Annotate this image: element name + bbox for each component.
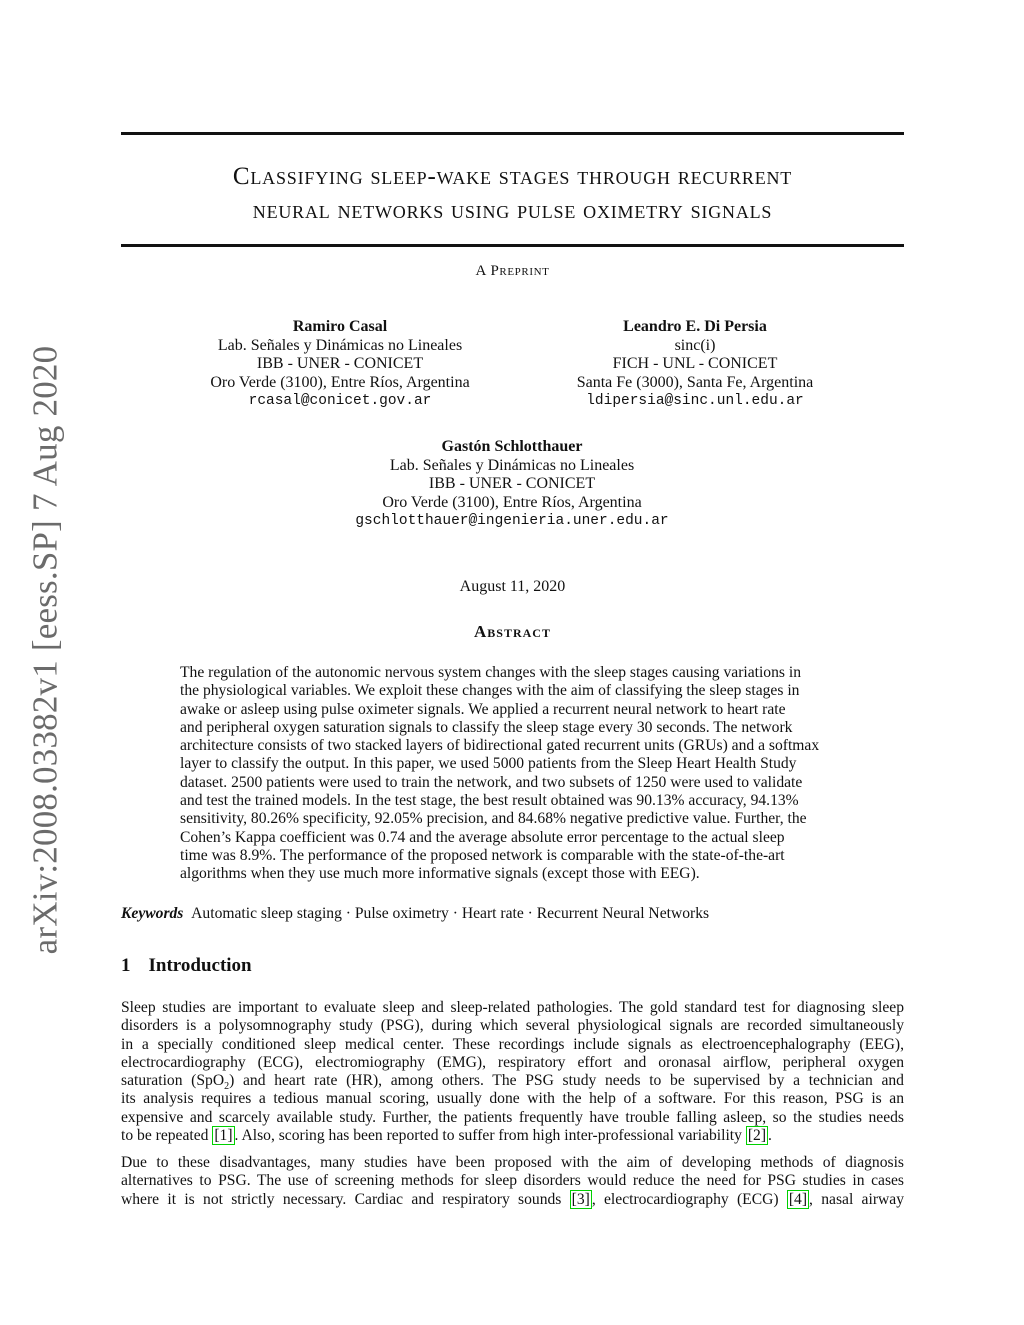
keywords-text: Automatic sleep staging · Pulse oximetry · Heart rate · Recurrent Neural Networks <box>191 905 710 922</box>
section-title: Introduction <box>148 955 252 976</box>
text-fragment: ) and heart rate (HR), among others. The PSG study needs to be supervised by a technician and <box>229 1072 904 1090</box>
author-affiliation: Lab. Señales y Dinámicas no Lineales <box>217 336 463 354</box>
arxiv-identifier-stamp[interactable] <box>20 345 70 954</box>
section-heading-introduction <box>121 955 252 977</box>
citation-link[interactable]: [3] <box>571 1190 590 1208</box>
abstract-line: dataset. 2500 patients were used to train the network, and two subsets of 1250 were used to validate <box>180 773 803 791</box>
text-fragment: , electrocardiography (ECG) <box>591 1190 787 1208</box>
paragraph-line: Sleep studies are important to evaluate sleep and sleep-related pathologies. The gold standard test for diagnosing sleep <box>121 999 904 1016</box>
author-name: Gastón Schlotthauer <box>441 438 583 455</box>
citation-link[interactable]: [1] <box>214 1127 233 1145</box>
title-bottom-rule <box>121 244 904 247</box>
paragraph-line <box>121 1072 904 1093</box>
arxiv-identifier-text: arXiv:2008.03382v1 [eess.SP] 7 Aug 2020 <box>25 345 64 954</box>
author-affiliation: Santa Fe (3000), Santa Fe, Argentina <box>576 373 814 391</box>
paragraph-line: its analysis requires a tedious manual scoring, usually done with the help of a software. For this reason, PSG is an <box>121 1090 904 1108</box>
paragraph-line: in a specially conditioned sleep medical center. These recordings include signals as electroencephalography (EEG), <box>121 1035 904 1053</box>
text-fragment: . Also, scoring has been reported to suffer from high inter-professional variability <box>234 1127 746 1145</box>
author-name: Ramiro Casal <box>292 318 388 335</box>
abstract-line: the physiological variables. We exploit these changes with the aim of classifying the sleep stages in <box>180 682 800 700</box>
paper-title-line-1: Classifying sleep-wake stages through recurrent <box>232 163 793 190</box>
title-top-rule <box>121 132 904 135</box>
text-fragment: where it is not strictly necessary. Cardiac and respiratory sounds <box>121 1190 570 1208</box>
paragraph-line: expensive and scarcely available study. Further, the patients frequently have trouble falling asleep, so the studies needs <box>121 1108 904 1126</box>
paragraph-line: Due to these disadvantages, many studies have been proposed with the aim of developing methods of diagnosis <box>121 1154 904 1171</box>
author-affiliation: FICH - UNL - CONICET <box>612 355 778 372</box>
abstract-line: The regulation of the autonomic nervous system changes with the sleep stages causing variations in <box>180 664 801 681</box>
abstract-line: time was 8.9%. The performance of the proposed network is comparable with the state-of-the-art <box>180 846 785 864</box>
paragraph-line <box>121 1191 904 1209</box>
abstract-heading: Abstract <box>474 622 551 641</box>
author-affiliation: sinc(i) <box>674 336 716 354</box>
publication-date: August 11, 2020 <box>459 578 566 595</box>
author-affiliation: Lab. Señales y Dinámicas no Lineales <box>389 456 635 474</box>
paper-title <box>121 160 904 228</box>
preprint-label: A Preprint <box>475 263 550 279</box>
author-block-schlotthauer <box>312 438 712 531</box>
author-affiliation: Oro Verde (3100), Entre Ríos, Argentina <box>382 493 642 511</box>
abstract-line: sensitivity, 80.26% specificity, 92.05% precision, and 84.68% negative predictive value. Further, the <box>180 810 807 828</box>
author-name: Leandro E. Di Persia <box>623 318 767 335</box>
abstract-body <box>180 664 844 884</box>
abstract-line: and test the trained models. In the test stage, the best result obtained was 90.13% accuracy, 94.13% <box>180 792 799 810</box>
author-block-casal <box>190 318 490 411</box>
section-number: 1 <box>121 955 131 976</box>
author-block-di-persia <box>545 318 845 411</box>
author-affiliation: Oro Verde (3100), Entre Ríos, Argentina <box>210 373 470 391</box>
author-affiliation: IBB - UNER - CONICET <box>428 475 596 492</box>
paper-title-line-2: neural networks using pulse oximetry signals <box>252 197 773 224</box>
paragraph-line: disorders is a polysomnography study (PSG), during which several physiological signals are recorded simultaneously <box>121 1017 904 1035</box>
author-affiliation: IBB - UNER - CONICET <box>256 355 424 372</box>
abstract-line: and peripheral oxygen saturation signals to classify the sleep stage every 30 seconds. The network <box>180 718 793 736</box>
subscript: 2 <box>224 1081 230 1093</box>
intro-paragraph-2 <box>121 1154 904 1209</box>
abstract-line: Cohen’s Kappa coefficient was 0.74 and the average absolute error percentage to the actual sleep <box>180 828 785 846</box>
text-fragment: , nasal airway <box>809 1190 904 1208</box>
abstract-line: layer to classify the output. In this paper, we used 5000 patients from the Sleep Heart Health Study <box>180 755 797 773</box>
keywords-line <box>121 905 904 923</box>
citation-link[interactable]: [4] <box>788 1190 808 1208</box>
text-fragment: . <box>768 1127 772 1145</box>
text-fragment: saturation (SpO <box>121 1072 225 1090</box>
author-email[interactable]: rcasal@conicet.gov.ar <box>248 393 432 409</box>
paragraph-line: electrocardiography (ECG), electromiography (EMG), respiratory effort and oronasal airflow, peripheral oxygen <box>121 1053 904 1071</box>
keywords-label: Keywords <box>121 905 184 922</box>
text-fragment: to be repeated <box>121 1127 213 1145</box>
paragraph-line <box>121 1127 904 1145</box>
abstract-line: algorithms when they use much more informative signals (except those with EEG). <box>180 865 700 883</box>
abstract-line: architecture consists of two stacked layers of bidirectional gated recurrent units (GRUs) and a softmax <box>180 737 820 755</box>
citation-link[interactable]: [2] <box>747 1127 767 1145</box>
paragraph-line: alternatives to PSG. The use of screening methods for sleep disorders would reduce the need for PSG studies in cases <box>121 1172 904 1190</box>
author-email[interactable]: ldipersia@sinc.unl.edu.ar <box>586 393 804 409</box>
author-email[interactable]: gschlotthauer@ingenieria.uner.edu.ar <box>355 513 669 529</box>
abstract-line: awake or asleep using pulse oximeter signals. We applied a recurrent neural network to heart rate <box>180 700 786 718</box>
intro-paragraph-1 <box>121 999 904 1145</box>
